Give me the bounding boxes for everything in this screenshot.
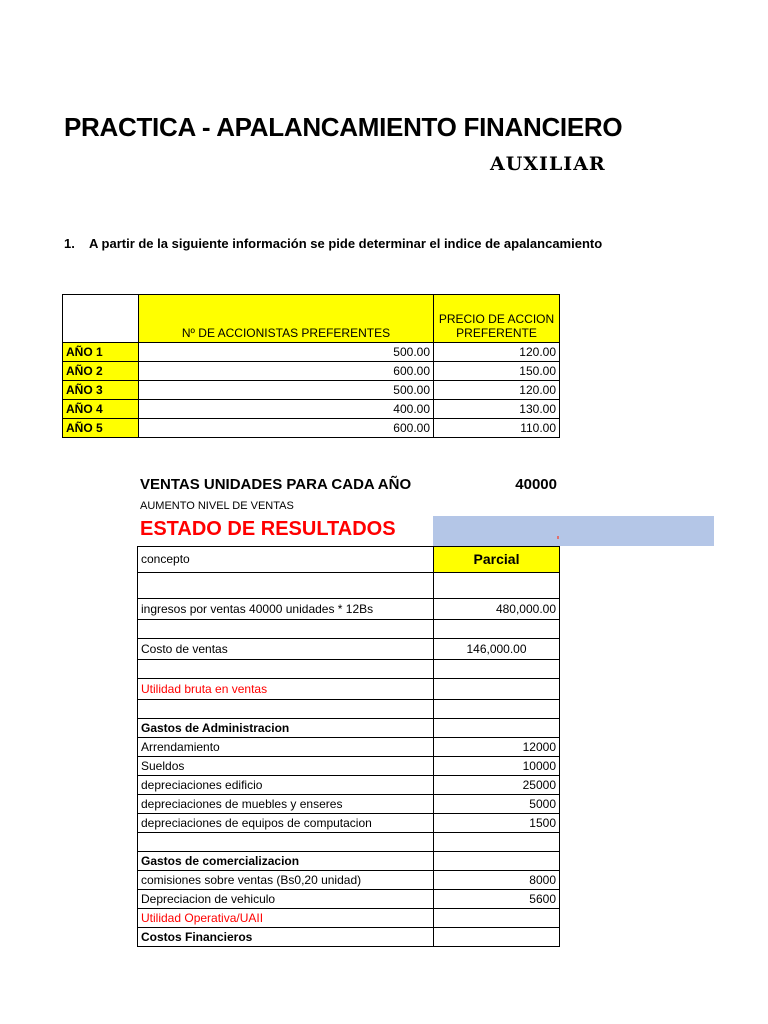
valor-cell[interactable] xyxy=(434,909,560,928)
valor-cell[interactable]: 146,000.00 xyxy=(434,639,560,660)
valor-cell[interactable]: 480,000.00 xyxy=(434,599,560,620)
table-row xyxy=(138,620,560,639)
valor-cell[interactable]: 1500 xyxy=(434,814,560,833)
year-cell[interactable]: AÑO 5 xyxy=(63,419,139,438)
table-row xyxy=(63,419,560,438)
ventas-value[interactable]: 40000 xyxy=(515,476,557,493)
table-row xyxy=(138,573,560,599)
valor-cell[interactable] xyxy=(434,620,560,639)
shares-table-header xyxy=(63,295,560,343)
table-row xyxy=(63,362,560,381)
header-concepto[interactable]: concepto xyxy=(138,547,434,573)
valor-cell[interactable] xyxy=(434,700,560,719)
estado-header-row xyxy=(138,547,560,573)
table-row xyxy=(138,833,560,852)
table-row xyxy=(138,909,560,928)
table-row xyxy=(138,814,560,833)
valor-cell[interactable]: 10000 xyxy=(434,757,560,776)
table-row xyxy=(138,928,560,947)
concepto-cell[interactable]: Utilidad Operativa/UAII xyxy=(138,909,434,928)
question-text: A partir de la siguiente información se pide determinar el indice de apalancamiento xyxy=(89,236,603,251)
concepto-cell[interactable]: Costos Financieros xyxy=(138,928,434,947)
valor-cell[interactable] xyxy=(434,928,560,947)
accionistas-cell[interactable]: 500.00 xyxy=(139,343,434,362)
accionistas-cell[interactable]: 600.00 xyxy=(139,362,434,381)
header-parcial[interactable]: Parcial xyxy=(434,547,560,573)
table-row xyxy=(63,381,560,400)
table-row xyxy=(138,639,560,660)
valor-cell[interactable]: 8000 xyxy=(434,871,560,890)
year-cell[interactable]: AÑO 2 xyxy=(63,362,139,381)
year-cell[interactable]: AÑO 1 xyxy=(63,343,139,362)
precio-cell[interactable]: 120.00 xyxy=(434,343,560,362)
valor-cell[interactable]: 25000 xyxy=(434,776,560,795)
table-row xyxy=(63,343,560,362)
aumento-label: AUMENTO NIVEL DE VENTAS xyxy=(140,500,294,512)
concepto-cell[interactable] xyxy=(138,833,434,852)
valor-cell[interactable]: 5600 xyxy=(434,890,560,909)
valor-cell[interactable] xyxy=(434,852,560,871)
table-row xyxy=(63,400,560,419)
concepto-cell[interactable]: comisiones sobre ventas (Bs0,20 unidad) xyxy=(138,871,434,890)
estado-title: ESTADO DE RESULTADOS xyxy=(140,518,396,540)
concepto-cell[interactable]: Costo de ventas xyxy=(138,639,434,660)
valor-cell[interactable] xyxy=(434,833,560,852)
question-number: 1. xyxy=(64,236,75,251)
concepto-cell[interactable]: Depreciacion de vehiculo xyxy=(138,890,434,909)
accionistas-cell[interactable]: 500.00 xyxy=(139,381,434,400)
header-precio[interactable]: PRECIO DE ACCION PREFERENTE xyxy=(434,295,560,343)
header-blank-cell[interactable] xyxy=(63,295,139,343)
concepto-cell[interactable]: Sueldos xyxy=(138,757,434,776)
concepto-cell[interactable]: depreciaciones de muebles y enseres xyxy=(138,795,434,814)
concepto-cell[interactable]: depreciaciones de equipos de computacion xyxy=(138,814,434,833)
accionistas-cell[interactable]: 600.00 xyxy=(139,419,434,438)
estado-table xyxy=(137,546,560,947)
table-row xyxy=(138,890,560,909)
table-row xyxy=(138,599,560,620)
accionistas-cell[interactable]: 400.00 xyxy=(139,400,434,419)
table-row xyxy=(138,738,560,757)
table-row xyxy=(138,660,560,679)
concepto-cell[interactable] xyxy=(138,700,434,719)
concepto-cell[interactable]: ingresos por ventas 40000 unidades * 12Bs xyxy=(138,599,434,620)
page-subtitle: AUXILIAR xyxy=(490,153,606,175)
valor-cell[interactable] xyxy=(434,719,560,738)
valor-cell[interactable]: 5000 xyxy=(434,795,560,814)
concepto-cell[interactable]: Utilidad bruta en ventas xyxy=(138,679,434,700)
table-row xyxy=(138,719,560,738)
year-cell[interactable]: AÑO 3 xyxy=(63,381,139,400)
header-accionistas[interactable]: Nº DE ACCIONISTAS PREFERENTES xyxy=(139,295,434,343)
table-row xyxy=(138,776,560,795)
ventas-label: VENTAS UNIDADES PARA CADA AÑO xyxy=(140,476,412,493)
band-marker xyxy=(557,536,559,539)
valor-cell[interactable]: 12000 xyxy=(434,738,560,757)
precio-cell[interactable]: 150.00 xyxy=(434,362,560,381)
concepto-cell[interactable]: Gastos de Administracion xyxy=(138,719,434,738)
table-row xyxy=(138,679,560,700)
year-cell[interactable]: AÑO 4 xyxy=(63,400,139,419)
valor-cell[interactable] xyxy=(434,573,560,599)
precio-cell[interactable]: 120.00 xyxy=(434,381,560,400)
precio-cell[interactable]: 130.00 xyxy=(434,400,560,419)
page-title: PRACTICA - APALANCAMIENTO FINANCIERO xyxy=(64,112,623,142)
concepto-cell[interactable]: Gastos de comercializacion xyxy=(138,852,434,871)
concepto-cell[interactable]: Arrendamiento xyxy=(138,738,434,757)
table-row xyxy=(138,852,560,871)
precio-cell[interactable]: 110.00 xyxy=(434,419,560,438)
concepto-cell[interactable]: depreciaciones edificio xyxy=(138,776,434,795)
highlight-band xyxy=(433,516,714,546)
table-row xyxy=(138,700,560,719)
shares-table xyxy=(62,294,560,438)
table-row xyxy=(138,757,560,776)
table-row xyxy=(138,871,560,890)
concepto-cell[interactable] xyxy=(138,660,434,679)
concepto-cell[interactable] xyxy=(138,620,434,639)
valor-cell[interactable] xyxy=(434,660,560,679)
table-row xyxy=(138,795,560,814)
concepto-cell[interactable] xyxy=(138,573,434,599)
question-1 xyxy=(64,236,603,251)
valor-cell[interactable] xyxy=(434,679,560,700)
